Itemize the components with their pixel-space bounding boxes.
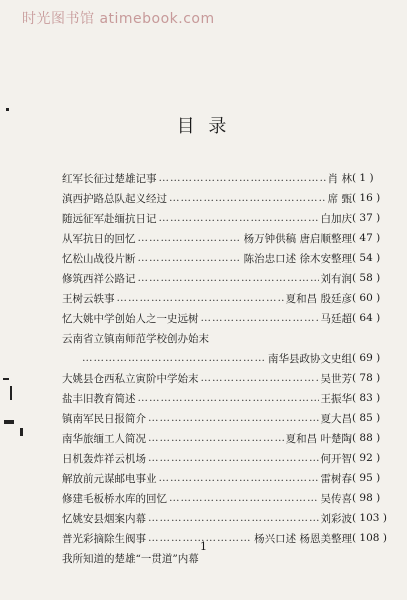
entry-author: 雷树春 [320,472,352,485]
entry-author: 白加庆 [320,212,352,225]
leader-dots [159,472,319,484]
entry-page: ( 78 ) [352,372,381,384]
toc-entry [62,168,374,188]
entry-title: 修筑西祥公路记 [62,272,136,285]
toc-entry [62,408,381,428]
entry-page: ( 16 ) [352,192,381,204]
entry-title: 镇南军民日报简介 [62,412,146,425]
entry-page: ( 108 ) [352,532,387,544]
entry-title: 忆松山战役片断 [62,252,136,265]
entry-title: 随远征军赴缅抗日记 [62,212,157,225]
entry-author: 刘彩波 [320,512,352,525]
leader-dots [148,512,319,524]
toc-entry [62,188,381,208]
leader-dots [159,212,319,224]
entry-page: ( 103 ) [352,512,387,524]
scan-speck [10,386,12,400]
toc-entry [62,488,381,508]
leader-dots [148,432,284,444]
entry-title: 修建毛板桥水库的回忆 [62,492,167,505]
toc-entry [62,388,381,408]
leader-dots [148,452,319,464]
entry-author: 南华县政协文史组 [268,352,352,365]
toc-entry [62,368,381,388]
scan-speck [3,378,9,380]
entry-page: ( 58 ) [352,272,381,284]
entry-author: 陈治忠口述 徐木安整理 [243,252,352,265]
toc-entry [62,308,381,328]
scan-speck [4,420,14,424]
entry-author: 杨万钟供稿 唐启顺整理 [243,232,352,245]
entry-author: 夏大昌 [320,412,352,425]
scan-speck [20,428,23,436]
toc-entry [62,448,381,468]
entry-title: 日机轰炸祥云机场 [62,452,146,465]
leader-dots [201,312,319,324]
page-number: 1 [200,540,207,553]
entry-title: 忆大姚中学创始人之一史远树 [62,312,199,325]
leader-dots [169,492,319,504]
entry-page: ( 47 ) [352,232,381,244]
entry-title: 南华旅缅工人简况 [62,432,146,445]
toc-entry [62,208,381,228]
entry-title: 解放前元谋邮电事业 [62,472,157,485]
toc-entry [62,328,352,348]
leader-dots [138,232,242,244]
entry-page: ( 37 ) [352,212,381,224]
entry-page: ( 60 ) [352,292,381,304]
toc-entry [62,268,381,288]
entry-author: 席 甄 [327,192,352,205]
leader-dots [148,412,319,424]
entry-page: ( 98 ) [352,492,381,504]
entry-page: ( 85 ) [352,412,381,424]
entry-page: ( 69 ) [352,352,381,364]
scan-speck [6,108,9,111]
leader-dots [159,172,326,184]
page-title: 目 录 [176,116,231,137]
leader-dots [169,192,326,204]
toc-entry [62,288,381,308]
entry-title: 滇西护路总队起义经过 [62,192,167,205]
entry-title: 从军抗日的回忆 [62,232,136,245]
entry-title: 盐丰旧教育简述 [62,392,136,405]
entry-author: 刘有润 [320,272,352,285]
entry-page: ( 64 ) [352,312,381,324]
toc-entry [62,228,381,248]
entry-title: 红军长征过楚雄记事 [62,172,157,185]
entry-author: 王振华 [320,392,352,405]
entry-author: 何开智 [320,452,352,465]
entry-title: 王树云轶事 [62,292,115,305]
entry-page: ( 88 ) [352,432,381,444]
entry-title: 云南省立镇南师范学校创办始末 [62,332,209,345]
entry-page: ( 83 ) [352,392,381,404]
leader-dots [138,392,319,404]
entry-page: ( 95 ) [352,472,381,484]
entry-author: 肖 林 [327,172,352,185]
entry-author: 杨兴口述 杨恩美整理 [254,532,352,545]
entry-author: 夏和昌 叶楚陶 [285,432,352,445]
leader-dots [138,252,242,264]
entry-page: ( 92 ) [352,452,381,464]
toc-entry [62,248,381,268]
entry-author: 吴传喜 [320,492,352,505]
entry-title: 我所知道的楚雄“一贯道”内幕 [62,552,199,565]
entry-author: 吴世芳 [320,372,352,385]
leader-dots [82,352,266,364]
entry-title: 大姚县仓西私立寅阶中学始末 [62,372,199,385]
entry-author: 马廷超 [320,312,352,325]
toc-entry [62,508,387,528]
toc-entry [62,468,381,488]
entry-author: 夏和昌 殷廷彦 [285,292,352,305]
entry-title: 忆姚安县烟案内幕 [62,512,146,525]
leader-dots [138,272,319,284]
leader-dots [201,372,319,384]
toc-entry-continuation [80,348,381,368]
toc-entry [62,428,381,448]
leader-dots [117,292,284,304]
watermark: 时光图书馆 atimebook.com [22,11,215,27]
entry-page: ( 1 ) [352,172,374,184]
entry-page: ( 54 ) [352,252,381,264]
entry-title: 普光彩摘除生阀事 [62,532,146,545]
